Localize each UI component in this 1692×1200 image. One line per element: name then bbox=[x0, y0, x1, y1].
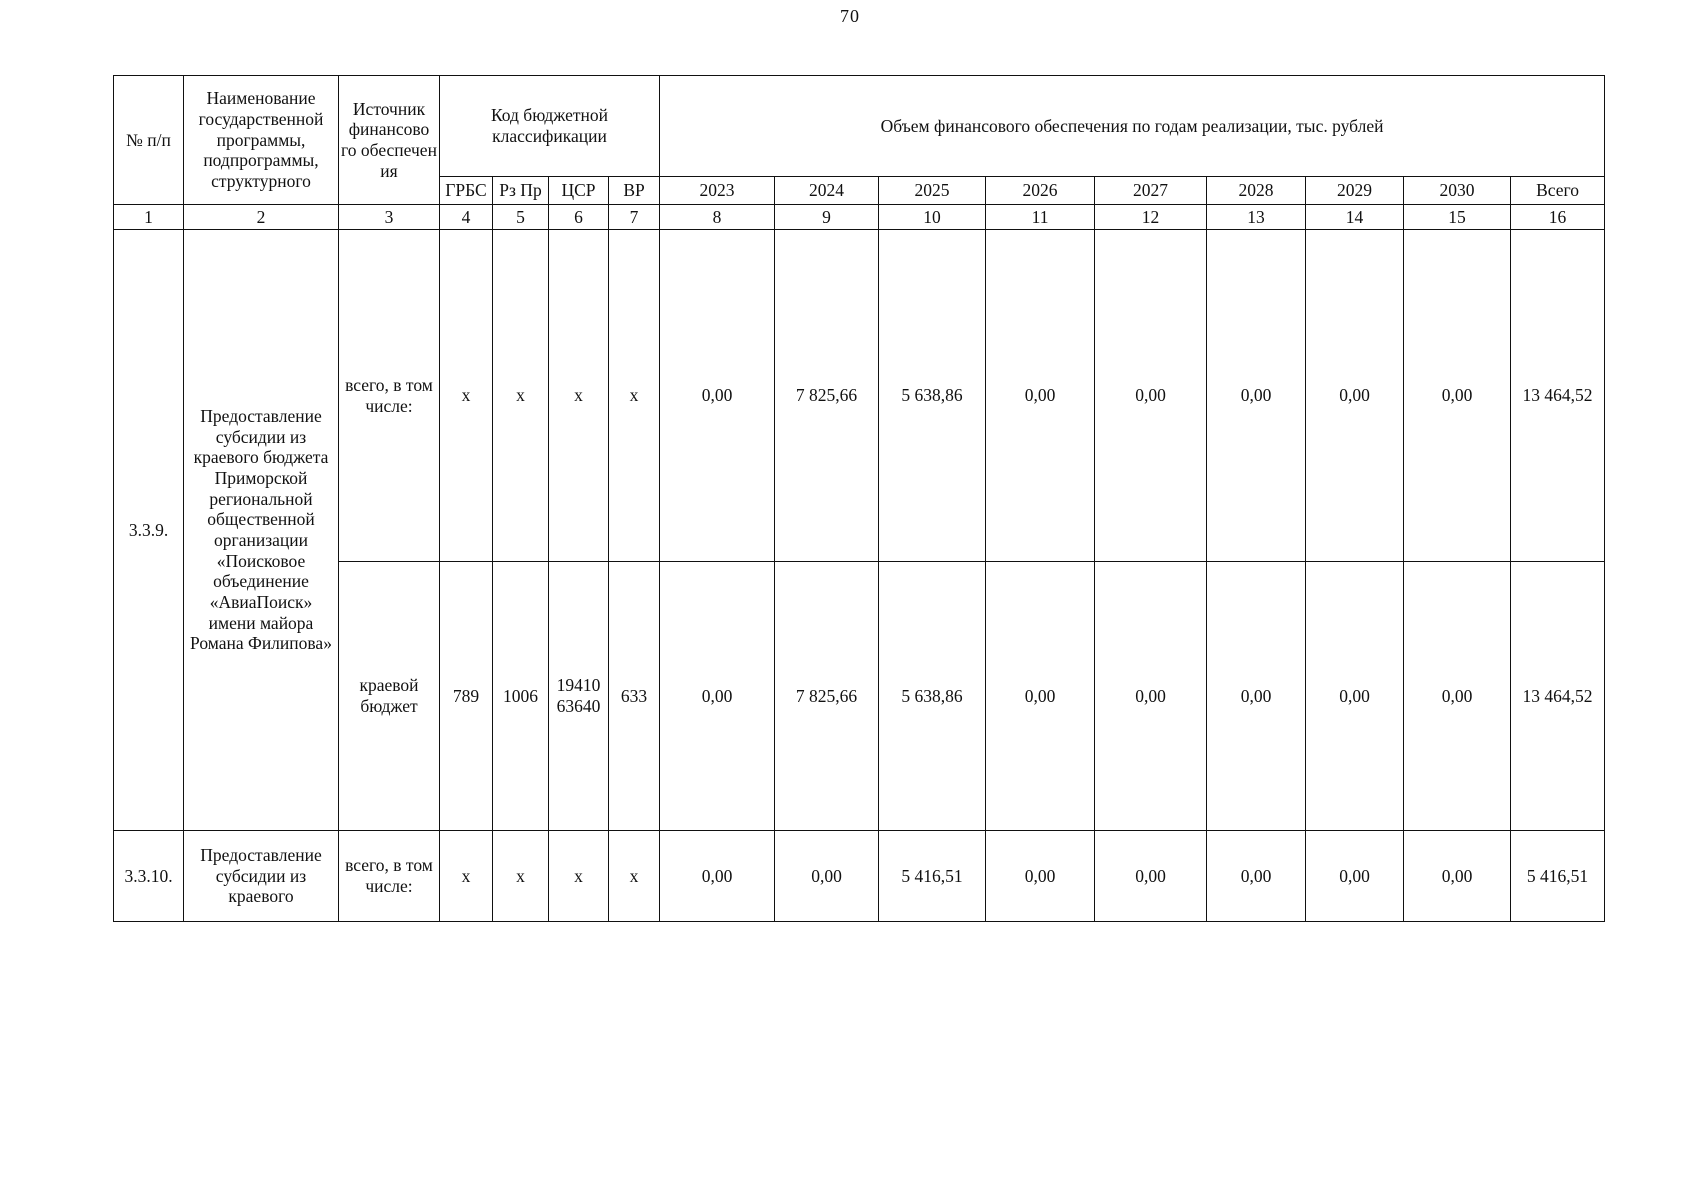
column-number: 4 bbox=[440, 205, 493, 230]
column-number: 13 bbox=[1207, 205, 1306, 230]
row-grbs: х bbox=[440, 831, 493, 922]
header-grbs: ГРБС bbox=[440, 177, 493, 205]
column-number: 6 bbox=[549, 205, 609, 230]
row-value: 0,00 bbox=[1095, 230, 1207, 562]
row-csr: х bbox=[549, 831, 609, 922]
row-value: 0,00 bbox=[1306, 562, 1404, 831]
header-rzpr: Рз Пр bbox=[493, 177, 549, 205]
header-year: 2025 bbox=[879, 177, 986, 205]
row-value: 5 638,86 bbox=[879, 230, 986, 562]
row-value: 0,00 bbox=[660, 562, 775, 831]
header-year: 2028 bbox=[1207, 177, 1306, 205]
row-vr: х bbox=[609, 230, 660, 562]
header-year: 2024 bbox=[775, 177, 879, 205]
table-row bbox=[114, 831, 1605, 922]
header-year: 2030 bbox=[1404, 177, 1511, 205]
header-year: 2026 bbox=[986, 177, 1095, 205]
header-row-1 bbox=[114, 76, 1605, 177]
row-rzpr: х bbox=[493, 831, 549, 922]
row-value: 0,00 bbox=[986, 831, 1095, 922]
row-value: 0,00 bbox=[1095, 562, 1207, 831]
row-value: 0,00 bbox=[1404, 831, 1511, 922]
row-rzpr: 1006 bbox=[493, 562, 549, 831]
header-total: Всего bbox=[1511, 177, 1605, 205]
column-number: 5 bbox=[493, 205, 549, 230]
row-name: Предоставление субсидии из краевого бюджета Приморской региональной общественной организации «Поисковое объединение «АвиаПоиск» имени майора Романа Филипова» bbox=[184, 230, 339, 831]
row-total: 13 464,52 bbox=[1511, 230, 1605, 562]
row-value: 0,00 bbox=[775, 831, 879, 922]
row-value: 0,00 bbox=[660, 831, 775, 922]
row-value: 0,00 bbox=[1404, 230, 1511, 562]
row-value: 0,00 bbox=[1095, 831, 1207, 922]
header-year: 2029 bbox=[1306, 177, 1404, 205]
row-source: всего, в том числе: bbox=[339, 831, 440, 922]
header-source: Источник финансово го обеспечен ия bbox=[339, 76, 440, 205]
row-total: 5 416,51 bbox=[1511, 831, 1605, 922]
row-value: 0,00 bbox=[1306, 831, 1404, 922]
header-vr: ВР bbox=[609, 177, 660, 205]
row-grbs: х bbox=[440, 230, 493, 562]
page-number: 70 bbox=[840, 6, 860, 26]
column-number: 9 bbox=[775, 205, 879, 230]
column-number: 14 bbox=[1306, 205, 1404, 230]
table-row bbox=[114, 230, 1605, 562]
column-number: 15 bbox=[1404, 205, 1511, 230]
row-value: 0,00 bbox=[986, 562, 1095, 831]
row-value: 5 416,51 bbox=[879, 831, 986, 922]
column-number: 10 bbox=[879, 205, 986, 230]
row-source: краевой бюджет bbox=[339, 562, 440, 831]
header-year: 2023 bbox=[660, 177, 775, 205]
row-value: 0,00 bbox=[660, 230, 775, 562]
column-number: 12 bbox=[1095, 205, 1207, 230]
row-vr: х bbox=[609, 831, 660, 922]
row-value: 7 825,66 bbox=[775, 230, 879, 562]
row-value: 0,00 bbox=[1207, 230, 1306, 562]
header-volume: Объем финансового обеспечения по годам реализации, тыс. рублей bbox=[660, 76, 1605, 177]
row-value: 7 825,66 bbox=[775, 562, 879, 831]
budget-table bbox=[113, 75, 1605, 922]
row-value: 5 638,86 bbox=[879, 562, 986, 831]
row-value: 0,00 bbox=[1207, 562, 1306, 831]
column-number: 11 bbox=[986, 205, 1095, 230]
row-grbs: 789 bbox=[440, 562, 493, 831]
column-number: 7 bbox=[609, 205, 660, 230]
row-name: Предоставление субсидии из краевого bbox=[184, 831, 339, 922]
row-number: 3.3.10. bbox=[114, 831, 184, 922]
row-csr: х bbox=[549, 230, 609, 562]
column-numbers-row bbox=[114, 205, 1605, 230]
header-year: 2027 bbox=[1095, 177, 1207, 205]
header-name: Наименование государственной программы, подпрограммы, структурного bbox=[184, 76, 339, 205]
row-rzpr: х bbox=[493, 230, 549, 562]
row-value: 0,00 bbox=[1306, 230, 1404, 562]
row-value: 0,00 bbox=[1404, 562, 1511, 831]
header-num: № п/п bbox=[114, 76, 184, 205]
row-value: 0,00 bbox=[986, 230, 1095, 562]
row-csr: 19410 63640 bbox=[549, 562, 609, 831]
header-budget-code: Код бюджетной классификации bbox=[440, 76, 660, 177]
row-total: 13 464,52 bbox=[1511, 562, 1605, 831]
header-csr: ЦСР bbox=[549, 177, 609, 205]
column-number: 3 bbox=[339, 205, 440, 230]
row-vr: 633 bbox=[609, 562, 660, 831]
row-number: 3.3.9. bbox=[114, 230, 184, 831]
row-source: всего, в том числе: bbox=[339, 230, 440, 562]
column-number: 8 bbox=[660, 205, 775, 230]
column-number: 1 bbox=[114, 205, 184, 230]
column-number: 16 bbox=[1511, 205, 1605, 230]
column-number: 2 bbox=[184, 205, 339, 230]
row-value: 0,00 bbox=[1207, 831, 1306, 922]
